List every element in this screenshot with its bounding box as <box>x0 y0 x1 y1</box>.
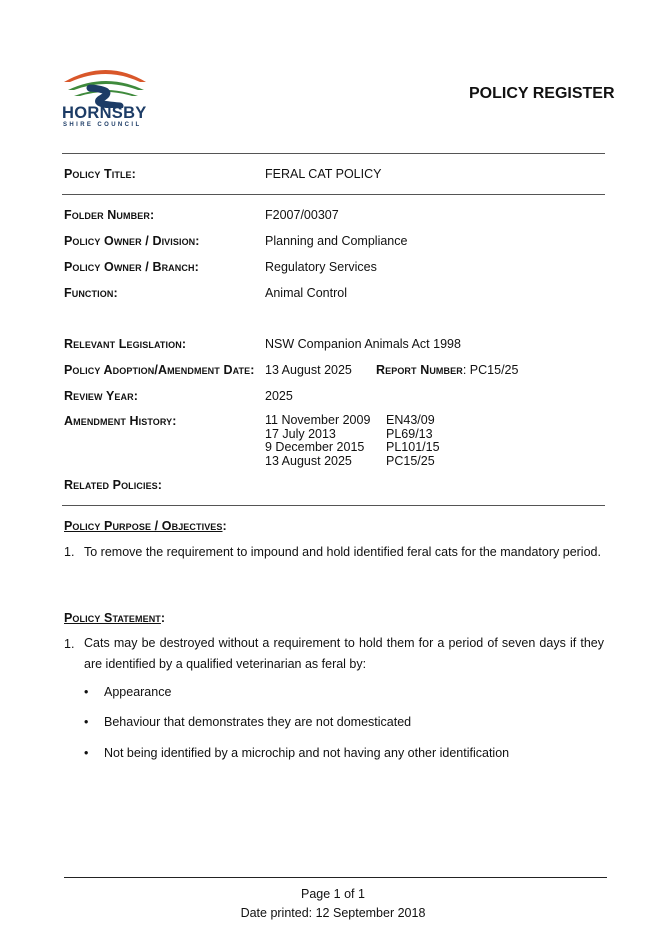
adoption-date-label: Policy Adoption/Amendment Date: <box>64 363 255 377</box>
statement-item-number: 1. <box>64 637 75 651</box>
purpose-item-text: To remove the requirement to impound and hold identified feral cats for the mandatory period. <box>84 545 601 559</box>
amendment-row <box>265 440 440 455</box>
legislation-value: NSW Companion Animals Act 1998 <box>265 337 461 351</box>
bullet-item: Behaviour that demonstrates they are not domesticated <box>104 715 412 729</box>
divider <box>62 194 605 195</box>
policy-title-value: FERAL CAT POLICY <box>265 167 382 181</box>
amendment-history-table <box>265 413 440 468</box>
divider <box>62 505 605 506</box>
amendment-row <box>265 413 435 428</box>
report-number-value: PC15/25 <box>469 363 519 377</box>
logo-subtitle: SHIRE COUNCIL <box>63 122 142 128</box>
amendment-row <box>265 453 435 469</box>
review-year-value: 2025 <box>265 389 293 403</box>
owner-division-value: Planning and Compliance <box>265 234 408 248</box>
report-number: Report Number: PC15/25 <box>376 363 519 377</box>
owner-branch-label: Policy Owner / Branch: <box>64 260 199 274</box>
folder-number-value: F2007/00307 <box>265 208 339 222</box>
review-year-label: Review Year: <box>64 389 138 403</box>
amendment-history-label: Amendment History: <box>64 414 177 428</box>
related-policies-label: Related Policies: <box>64 478 163 492</box>
report-number-label: Report Number <box>376 363 463 377</box>
page-number: Page 1 of 1 <box>301 887 365 901</box>
owner-division-label: Policy Owner / Division: <box>64 234 200 248</box>
purpose-item-number: 1. <box>64 545 75 559</box>
legislation-label: Relevant Legislation: <box>64 337 187 351</box>
amendment-ref: PL69/13 <box>386 426 433 441</box>
function-value: Animal Control <box>265 286 347 300</box>
amendment-date: 11 November 2009 <box>265 413 371 427</box>
owner-branch-value: Regulatory Services <box>265 260 377 274</box>
amendment-date: 9 December 2015 <box>265 440 365 454</box>
amendment-date: 13 August 2025 <box>265 453 352 468</box>
hornsby-logo-mark <box>60 60 152 108</box>
amendment-ref: PL101/15 <box>386 440 440 454</box>
statement-item-text: Cats may be destroyed without a requirement to hold them for a period of seven days if they are identified by a qualified veterinarian as feral by: <box>84 636 604 671</box>
bullet-marker: • <box>84 685 89 699</box>
statement-heading: Policy Statement: <box>64 611 166 625</box>
bullet-item: Not being identified by a microchip and not having any other identification <box>104 746 510 760</box>
footer-divider <box>64 877 607 878</box>
amendment-date: 17 July 2013 <box>265 426 336 441</box>
adoption-date-value: 13 August 2025 <box>265 363 352 377</box>
amendment-ref: PC15/25 <box>386 453 435 468</box>
function-label: Function: <box>64 286 118 300</box>
logo-name: HORNSBY <box>62 104 147 122</box>
purpose-heading: Policy Purpose / Objectives: <box>64 519 227 533</box>
amendment-ref: EN43/09 <box>386 413 435 427</box>
register-title: POLICY REGISTER <box>469 85 615 102</box>
folder-number-label: Folder Number: <box>64 208 155 222</box>
bullet-marker: • <box>84 746 89 760</box>
divider <box>62 153 605 154</box>
date-printed: Date printed: 12 September 2018 <box>240 906 426 920</box>
council-logo <box>60 60 152 130</box>
policy-title-label: Policy Title: <box>64 167 136 181</box>
amendment-row <box>265 426 433 442</box>
bullet-item: Appearance <box>104 685 172 699</box>
bullet-marker: • <box>84 715 89 729</box>
